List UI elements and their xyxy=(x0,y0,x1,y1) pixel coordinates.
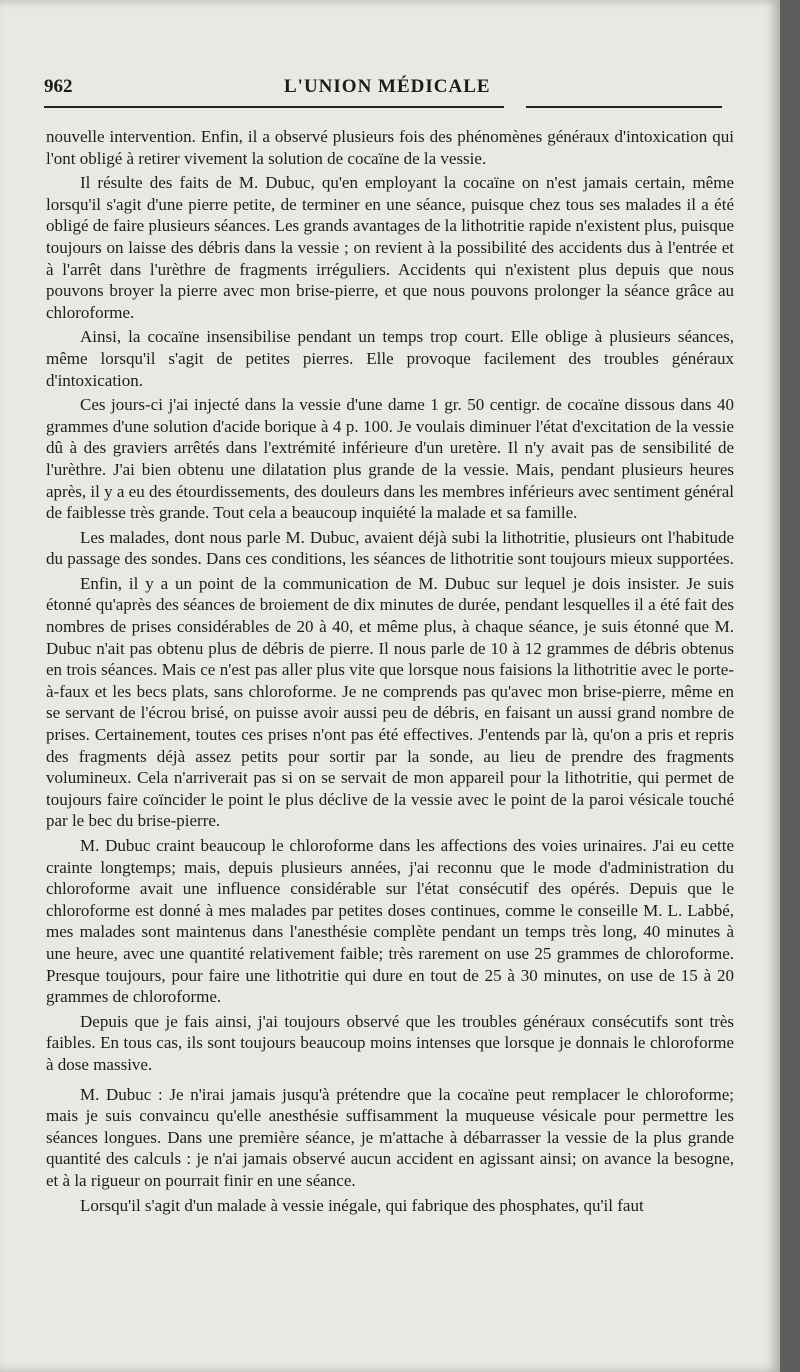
page-edge-shadow xyxy=(780,0,800,1372)
paragraph: Il résulte des faits de M. Dubuc, qu'en employant la cocaïne on n'est jamais certain, même lorsqu'il s'agit d'une pierre petite, de terminer en une séance, puisque chez tous ses malades il a été obligé de faire plusieurs séances. Les grands avantages de la lithotritie rapide n'existent plus, puisque toujours on laisse des débris dans la vessie ; on revient à la possibilité des accidents dus à l'entrée et à l'arrêt dans l'urèthre de fragments irréguliers. Accidents qui n'existent plus depuis que nous pouvons broyer la pierre avec mon brise-pierre, et que nous pouvons prolonger la séance grâce au chloroforme. xyxy=(46,173,734,322)
header-rule-left xyxy=(44,106,504,108)
header-rule-right xyxy=(526,106,722,108)
paragraph: Enfin, il y a un point de la communication de M. Dubuc sur lequel je dois insister. Je suis étonné qu'après des séances de broiement de dix minutes de durée, pendant lesquelles il a été fait des nombres de prises considérables de 20 à 40, et même plus, à chaque séance, je suis étonné que M. Dubuc n'ait pas obtenu plus de débris de pierre. Il nous parle de 10 à 12 grammes de débris obtenus en trois séances. Mais ce n'est pas aller plus vite que lorsque nous faisions la lithotritie avec le porte-à-faux et les becs plats, sans chloroforme. Je ne comprends pas qu'avec mon brise-pierre, même en se servant de l'écrou brisé, on puisse avoir aussi peu de débris, en faisant un aussi grand nombre de prises. Certainement, toutes ces prises n'ont pas été effectives. J'entends par là, qu'on a pris et repris des fragments déjà assez petits pour sortir par la sonde, au lieu de prendre des fragments volumineux. Cela n'arriverait pas si on se servait de mon appareil pour la lithotritie, qui permet de toujours faire coïncider le point le plus déclive de la vessie avec le point de la paroi vésicale touché par le bec du brise-pierre. xyxy=(46,573,734,831)
paragraph: Les malades, dont nous parle M. Dubuc, avaient déjà subi la lithotritie, plusieurs ont l'habitude du passage des sondes. Dans ces conditions, les séances de lithotritie sont toujours mieux supportées. xyxy=(46,527,734,569)
paragraph: Ces jours-ci j'ai injecté dans la vessie d'une dame 1 gr. 50 centigr. de cocaïne dissous dans 40 grammes d'une solution d'acide borique à 4 p. 100. Je voulais diminuer l'état d'excitation de la vessie dû à des graviers arrêtés dans l'extrémité inférieure d'un uretère. Il n'y avait pas de sensibilité de l'urèthre. J'ai bien obtenu une dilatation plus grande de la vessie. Mais, pendant plusieurs heures après, il y a eu des étourdissements, des douleurs dans les membres inférieurs avec sentiment général de faiblesse très grande. Tout cela a beaucoup inquiété la malade et sa famille. xyxy=(46,395,734,523)
paragraph: Depuis que je fais ainsi, j'ai toujours observé que les troubles généraux consécutifs sont très faibles. En tous cas, ils sont toujours beaucoup moins intenses que lorsque je donnais le chloroforme à dose massive. xyxy=(46,1011,734,1074)
paragraph: Lorsqu'il s'agit d'un malade à vessie inégale, qui fabrique des phosphates, qu'il faut xyxy=(80,1195,644,1215)
paragraph: Ainsi, la cocaïne insensibilise pendant un temps trop court. Elle oblige à plusieurs séances, même lorsqu'il s'agit de petites pierres. Elle provoque facilement des troubles généraux d'intoxication. xyxy=(46,327,734,390)
page-number: 962 xyxy=(44,76,73,97)
paragraph: nouvelle intervention. Enfin, il a observé plusieurs fois des phénomènes généraux d'intoxication qui l'ont obligé à retirer vivement la solution de cocaïne de la vessie. xyxy=(46,127,734,168)
page-header xyxy=(44,76,734,100)
body-text xyxy=(46,126,734,1219)
paragraph: M. Dubuc : Je n'irai jamais jusqu'à prétendre que la cocaïne peut remplacer le chloroforme; mais je suis convaincu qu'elle anesthésie suffisamment la muqueuse vésicale pour permettre les séances longues. Dans une première séance, je m'attache à débarrasser la vessie de la plus grande quantité des calculs : je n'ai jamais observé aucun accident en agissant ainsi; on avance la besogne, et à la rigueur on pourrait finir en une séance. xyxy=(46,1084,734,1190)
paragraph: M. Dubuc craint beaucoup le chloroforme dans les affections des voies urinaires. J'ai eu cette crainte longtemps; mais, depuis plusieurs années, j'ai reconnu que le mode d'administration du chloroforme avait une influence considérable sur l'état consécutif des opérés. Depuis que le chloroforme est donné à mes malades par petites doses continues, comme le conseille M. L. Labbé, mes malades sont maintenus dans l'anesthésie complète pendant un temps très long, 40 minutes à une heure, avec une quantité relativement faible; très rarement on use 25 grammes de chloroforme. Presque toujours, pour faire une lithotritie qui dure en tout de 25 à 30 minutes, on use de 15 à 20 grammes de chloroforme. xyxy=(46,836,734,1007)
running-title: L'UNION MÉDICALE xyxy=(284,76,491,97)
